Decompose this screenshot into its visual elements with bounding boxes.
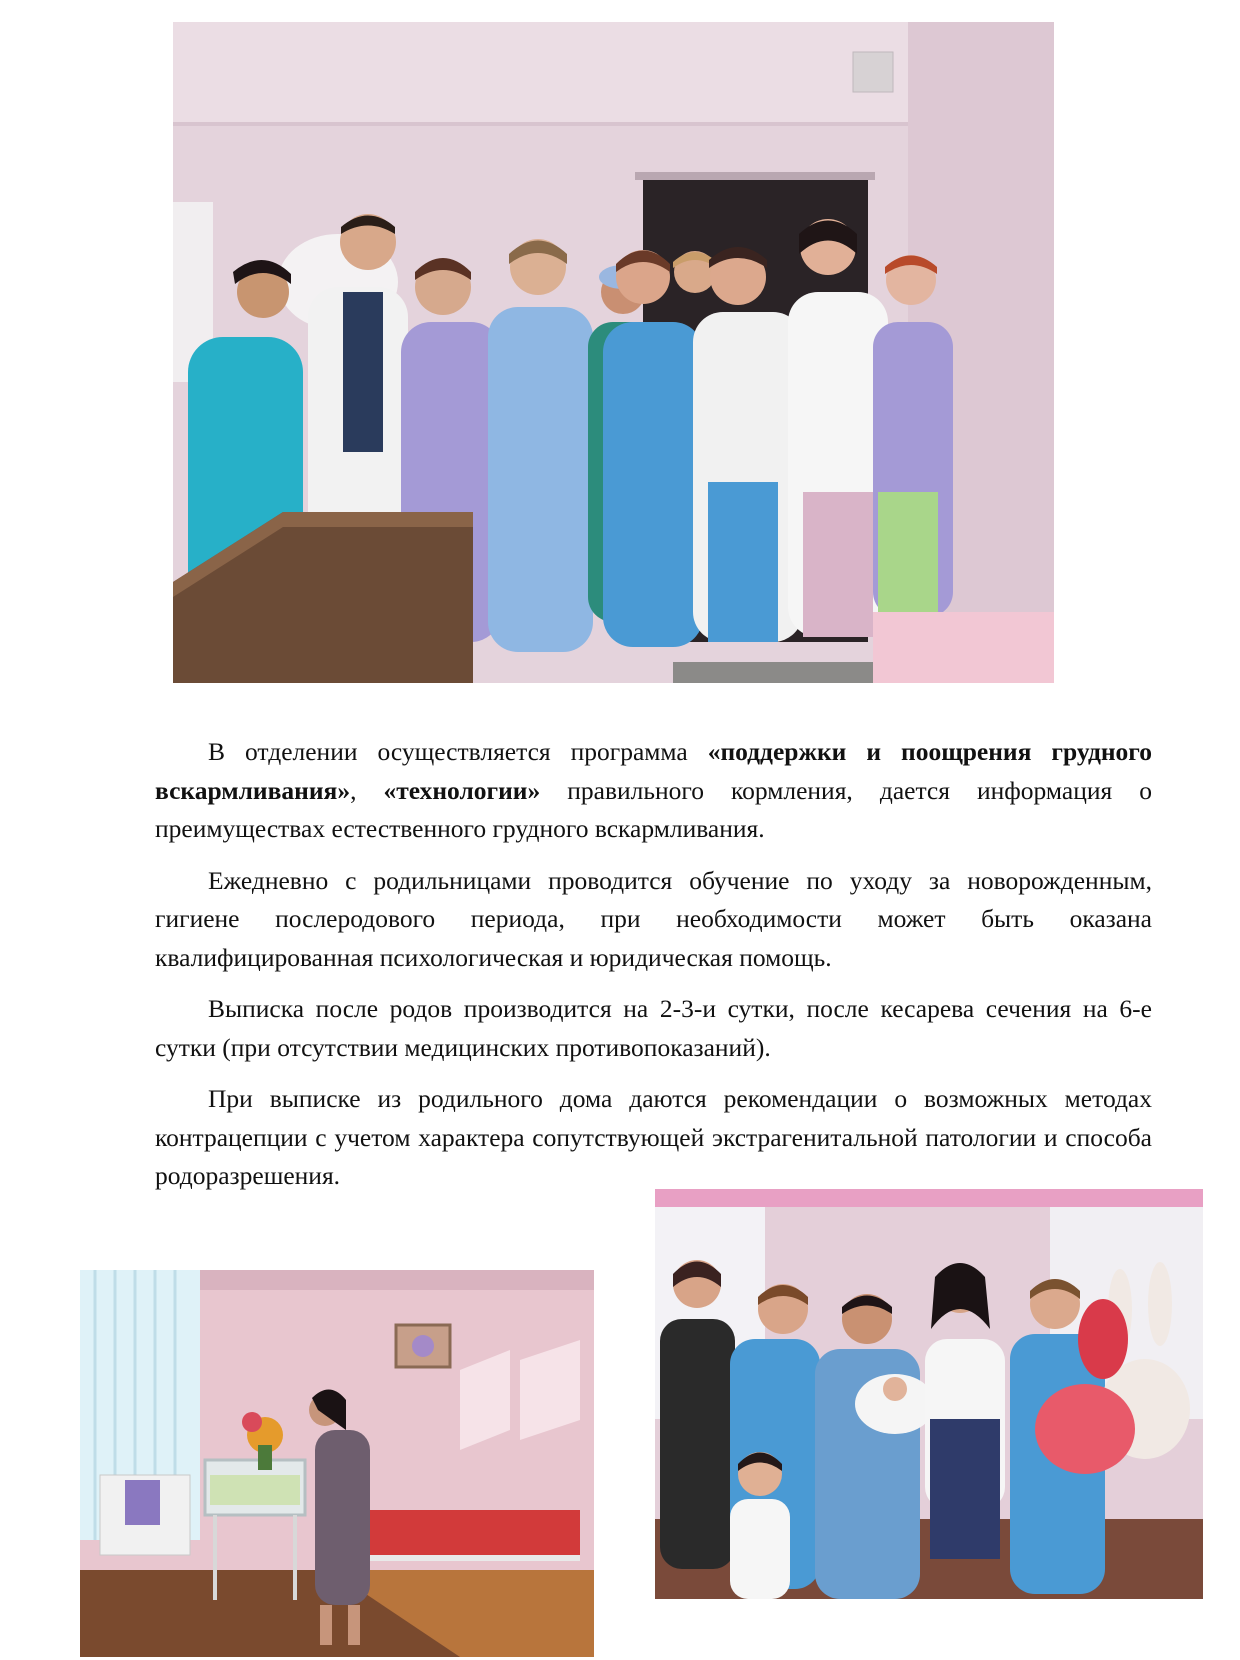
discharge-group-illustration — [655, 1189, 1203, 1599]
discharge-group-photo — [655, 1189, 1203, 1599]
paragraph-1-intro: В отделении осуществляется программа — [208, 737, 708, 766]
paragraph-contraception-advice: При выписке из родильного дома даются рекомендации о возможных методах контрацепции с учетом характера сопутствующей экстрагенитальной патологии и способа родоразрешения. — [155, 1084, 1152, 1190]
mother-ward-photo — [80, 1270, 594, 1657]
paragraph-discharge-timing: Выписка после родов производится на 2-3-и сутки, после кесарева сечения на 6-е сутки (при отсутствии медицинских противопоказаний). — [155, 994, 1152, 1062]
staff-group-illustration — [173, 22, 1054, 683]
paragraph-1-rest: правильного кормления, дается информация о преимуществах естественного грудного вскармливания. — [155, 775, 1153, 843]
paragraph-1-program-title: «поддержки и поощрения грудного вскармливания» — [155, 737, 1152, 805]
paragraph-daily-training: Ежедневно с родильницами проводится обучение по уходу за новорожденным, гигиене послеродового периода, при необходимости может быть оказана квалифицированная психологическая и юридическая помощь. — [155, 865, 1152, 972]
article-text — [155, 733, 1152, 1209]
paragraph-1-technology-title: «технологии» — [383, 775, 541, 805]
paragraph-breastfeeding-program — [155, 733, 1152, 849]
paragraph-1-comma: , — [350, 775, 384, 805]
staff-group-photo — [173, 22, 1054, 683]
mother-ward-illustration — [80, 1270, 594, 1657]
